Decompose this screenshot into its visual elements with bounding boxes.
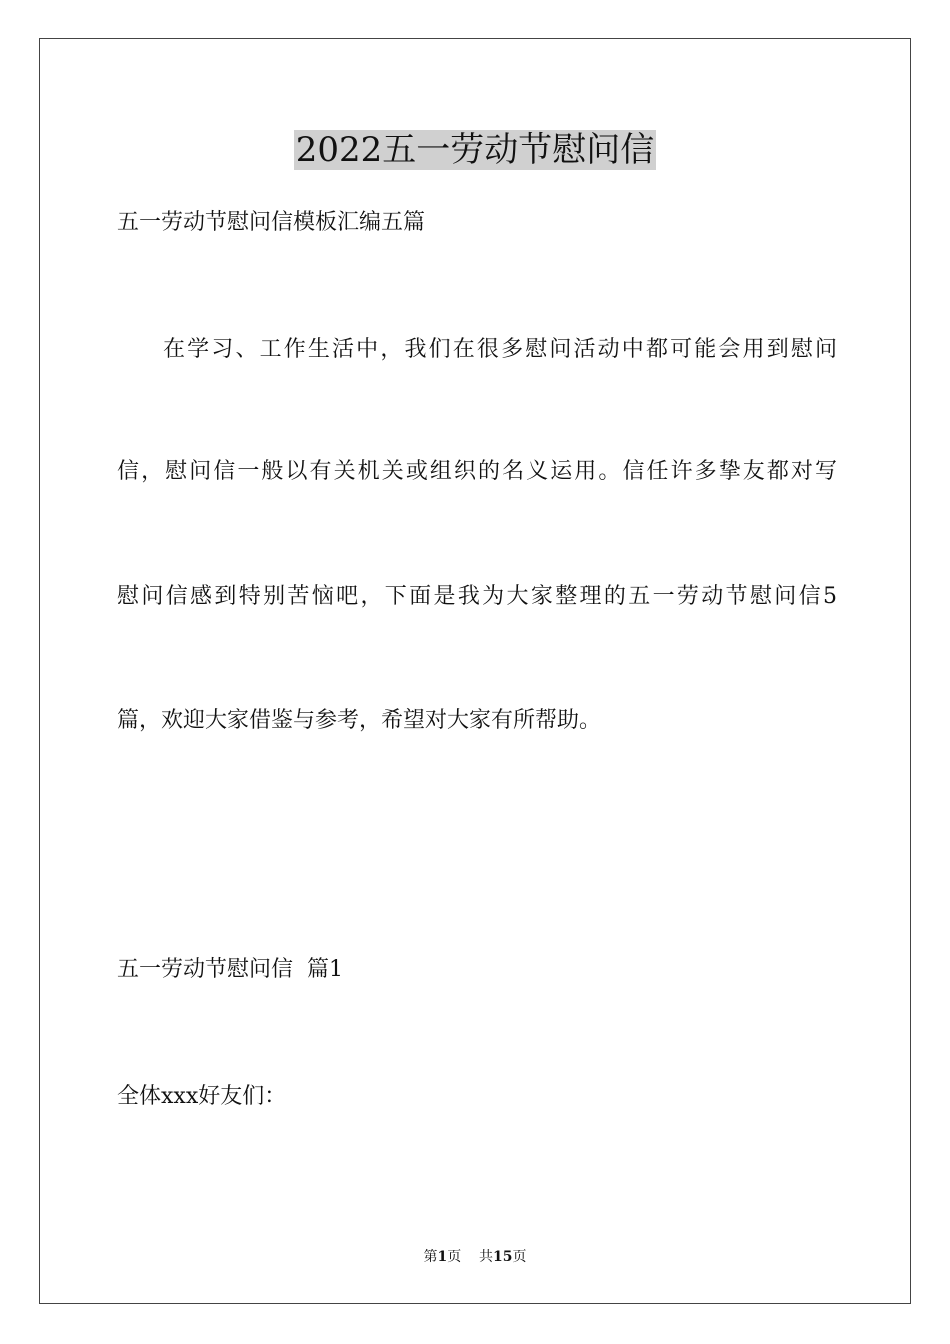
document-subtitle: 五一劳动节慰问信模板汇编五篇	[117, 210, 426, 235]
total-pages-number: 15	[493, 1249, 513, 1265]
intro-paragraph-line: 慰问信感到特别苦恼吧，下面是我为大家整理的五一劳动节慰问信5	[117, 584, 837, 609]
document-title-text: 2022五一劳动节慰问信	[295, 130, 655, 170]
page-label-mid: 页 共	[447, 1249, 494, 1265]
intro-paragraph-line: 信，慰问信一般以有关机关或组织的名义运用。信任许多挚友都对写	[117, 459, 837, 484]
salutation: 全体xxx好友们：	[117, 1084, 287, 1109]
section-heading: 五一劳动节慰问信 篇1	[117, 957, 343, 982]
current-page-number: 1	[437, 1249, 448, 1265]
intro-paragraph-line: 在学习、工作生活中，我们在很多慰问活动中都可能会用到慰问	[163, 337, 837, 362]
page-footer	[0, 1247, 950, 1267]
intro-paragraph-line: 篇，欢迎大家借鉴与参考，希望对大家有所帮助。	[117, 708, 602, 733]
document-title	[0, 126, 950, 174]
page-label-prefix: 第	[423, 1249, 438, 1265]
page-label-suffix: 页	[512, 1249, 527, 1265]
